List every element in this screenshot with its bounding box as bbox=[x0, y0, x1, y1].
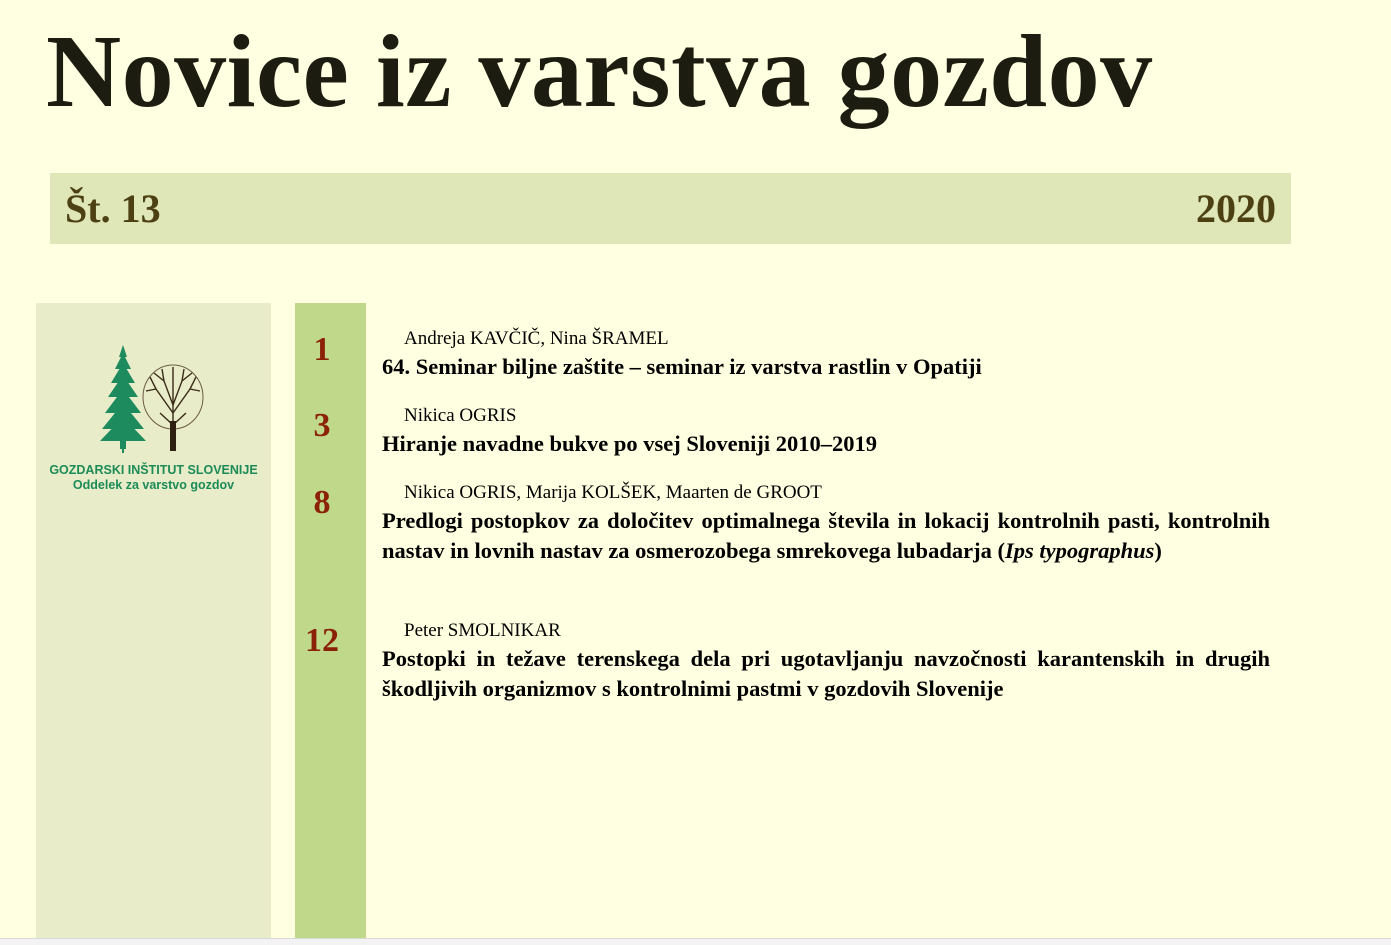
issue-number: Št. 13 bbox=[65, 186, 161, 231]
toc-title-text: Predlogi postopkov za določitev optimalnega števila in lokacij kontrolnih pasti, kontrolnih nastav in lovnih nastav za osmerozobega smrekovega lubadarja ( bbox=[382, 508, 1270, 563]
institute-name: GOZDARSKI INŠTITUT SLOVENIJE bbox=[49, 463, 258, 477]
toc-title-end: ) bbox=[1154, 538, 1162, 563]
toc-page-number: 1 bbox=[313, 331, 331, 368]
issue-bar bbox=[50, 173, 1291, 244]
department-name: Oddelek za varstvo gozdov bbox=[72, 478, 235, 492]
toc-page-number: 12 bbox=[305, 622, 339, 659]
toc-authors: Peter SMOLNIKAR bbox=[404, 620, 561, 641]
toc-title[interactable]: 64. Seminar biljne zaštite – seminar iz varstva rastlin v Opatiji bbox=[382, 354, 982, 379]
toc-title[interactable] bbox=[382, 506, 1270, 566]
toc-title[interactable]: Postopki in težave terenskega dela pri ugotavljanju navzočnosti karantenskih in drugih škodljivih organizmov s kontrolnimi pastmi v gozdovih Slovenije bbox=[382, 646, 1270, 701]
newsletter-title: Novice iz varstva gozdov bbox=[46, 14, 1153, 129]
sidebar bbox=[36, 303, 271, 944]
institute-logo bbox=[36, 341, 271, 493]
toc-title[interactable]: Hiranje navadne bukve po vsej Sloveniji 2010–2019 bbox=[382, 431, 878, 456]
toc-authors: Andreja KAVČIČ, Nina ŠRAMEL bbox=[404, 328, 669, 349]
species-name: Ips typographus bbox=[1004, 538, 1155, 563]
issue-year: 2020 bbox=[1196, 186, 1276, 231]
toc-page-number: 8 bbox=[313, 484, 331, 521]
toc-authors: Nikica OGRIS, Marija KOLŠEK, Maarten de GROOT bbox=[404, 482, 822, 503]
toc-authors: Nikica OGRIS bbox=[404, 405, 517, 426]
toc-page-number: 3 bbox=[313, 407, 331, 444]
trees-logo-icon bbox=[98, 341, 210, 453]
